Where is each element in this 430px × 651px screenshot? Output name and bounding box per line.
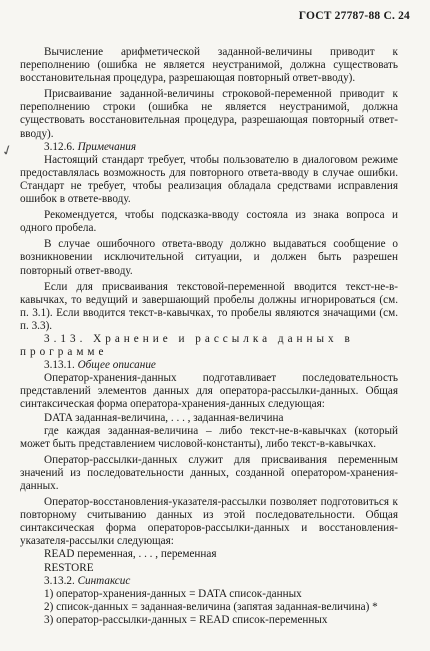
paragraph: где каждая заданная-величина – либо текст-не-в-кавычках (который может быть представлением числовой-константы), либо текст-в-кавычках. [20,424,398,450]
paragraph: Вычисление арифметической заданной-величины приводит к переполнению (ошибка не является неустранимой, должна существовать восстановительная процедура, разрешающая повторный ответ-вводу). [20,46,398,85]
syntax-rule: 3) оператор-рассылки-данных = READ список-переменных [44,613,328,626]
section-title: Примечания [77,140,137,153]
syntax-line: RESTORE [44,561,94,574]
paragraph: Если для присваивания текстовой-переменной вводится текст-не-в-кавычках, то ведущий и завершающий пробелы должны игнорироваться (см. п. 3.1). Если вводится текст-в-кавычках, то пробелы являются значащими (см. п. 3.3). [20,280,398,332]
document-body [20,46,398,627]
paragraph: В случае ошибочного ответа-вводу должно выдаваться сообщение о возникновении исключительной ситуации, и должен быть разрешен повторный ответ-вводу. [20,238,398,277]
syntax-rule: 1) оператор-хранения-данных = DATA список-данных [44,587,302,600]
paragraph: Присваивание заданной-величины строковой-переменной приводит к переполнению строки (ошибка не является неустранимой, должна существовать восстановительная процедура, разрешающая повторный ответ-вводу). [20,88,398,140]
section-heading: 3.13. Хранение и рассылка данных в программе [20,332,354,359]
paragraph: Оператор-рассылки-данных служит для присваивания переменным значений из последовательности данных, созданной оператором-хранения-данных. [20,453,398,492]
paragraph: Настоящий стандарт требует, чтобы пользователю в диалоговом режиме предоставлялась возможность для повторного ответа-вводу в случае ошибки. Стандарт не требует, чтобы реализация обладала средствами исправления ошибок в ответе-вводу. [20,153,398,206]
section-number: 3.13.2. [44,574,75,587]
paragraph: Оператор-хранения-данных подготавливает последовательность представлений элементов данных для оператора-рассылки-данных. Общая синтаксическая форма оператора-хранения-данных следующая: [20,372,398,411]
section-title: Общее описание [77,359,156,372]
section-number: 3.13.1. [44,359,75,372]
margin-pencil-mark: ✓ [0,142,16,161]
paragraph: Оператор-восстановления-указателя-рассылки позволяет подготовиться к повторному считыванию данных из этой последовательности. Общая синтаксическая форма операторов-рассылки-данных и восстановления-указателя-рассылки следующая: [20,496,398,548]
section-title: Синтаксис [77,574,131,587]
paragraph: Рекомендуется, чтобы подсказка-вводу состояла из знака вопроса и одного пробела. [20,209,398,235]
syntax-line: DATA заданная-величина, . . . , заданная-величина [44,411,284,424]
section-heading [20,575,398,588]
section-heading [20,359,398,372]
syntax-line: READ переменная, . . . , переменная [44,548,217,561]
syntax-rule: 2) список-данных = заданная-величина (запятая заданная-величина) * [44,600,378,613]
page-header: ГОСТ 27787-88 С. 24 [298,10,410,22]
section-number: 3.12.6. [44,140,75,153]
section-heading [20,141,398,154]
